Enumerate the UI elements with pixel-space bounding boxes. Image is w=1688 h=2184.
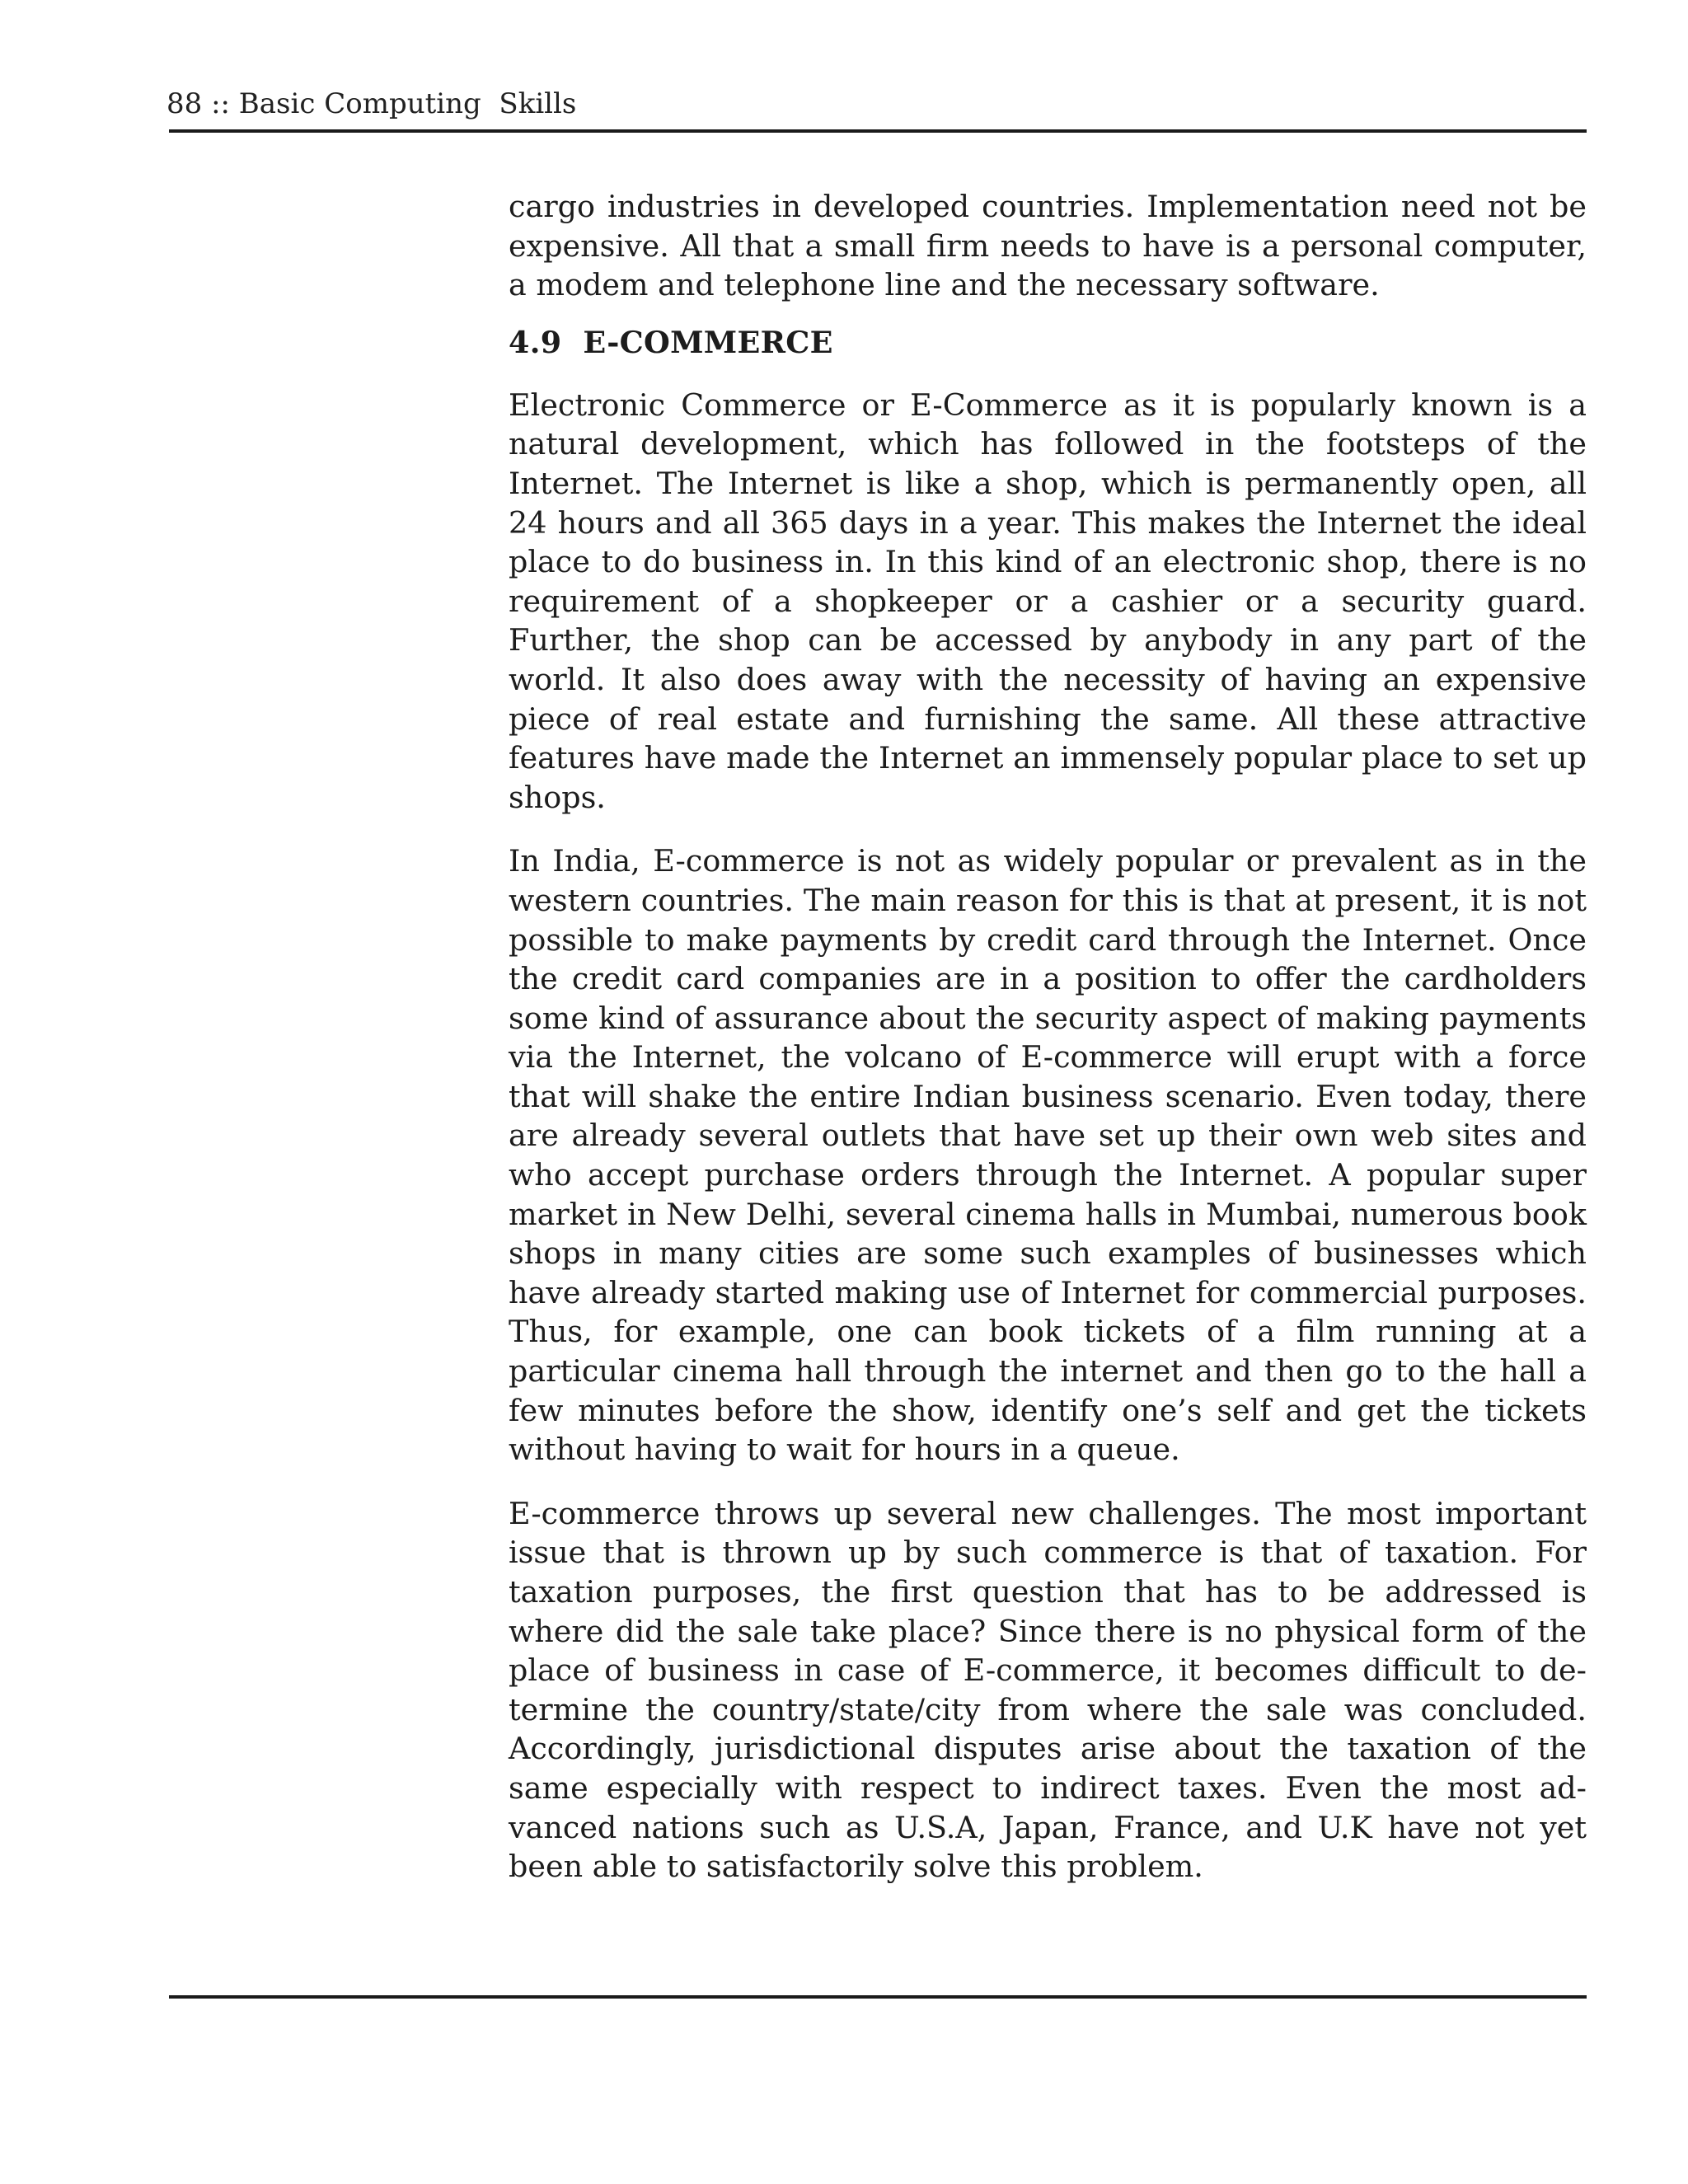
footer-rule: [169, 1995, 1587, 1999]
paragraph-challenges: E-commerce throws up several new challenges. The most important issue that is thrown up by such commerce is that of taxation. For taxation purposes, the first question that has to be addressed is where did the sale take place? Since there is no physical form of the place of business in case of E-commerce, it becomes difficult to determine the country/state/city from where the sale was concluded. Accordingly, jurisdictional disputes arise about the taxation of the same especially with respect to indirect taxes. Even the most advanced nations such as U.S.A, Japan, France, and U.K have not yet been able to satisfactorily solve this problem.: [509, 1495, 1587, 1885]
running-header: 88 :: Basic Computing Skills: [166, 87, 577, 120]
intro-paragraph: cargo industries in developed countries. Implementation need not be expensive. All that a small firm needs to have is a personal computer, a modem and telephone line and the necessary software.: [509, 189, 1587, 303]
paragraph-india: In India, E-commerce is not as widely popular or prevalent as in the western countries. The main reason for this is that at present, it is not possible to make payments by credit card through the Internet. Once the credit card companies are in a position to offer the cardholders some kind of assurance about the security aspect of making payments via the Internet, the volcano of E-commerce will erupt with a force that will shake the entire Indian business scenario. Even today, there are already several outlets that have set up their own web sites and who accept purchase orders through the Internet. A popular super market in New Delhi, several cinema halls in Mumbai, numerous book shops in many cities are some such examples of businesses which have already started making use of Internet for commercial purposes. Thus, for example, one can book tickets of a film running at a particular cinema hall through the internet and then go to the hall a few minutes before the show, identify one’s self and get the tickets without having to wait for hours in a queue.: [509, 843, 1587, 1468]
paragraph-ecommerce-intro: Electronic Commerce or E-Commerce as it is popularly known is a natural development, which has followed in the footsteps of the Internet. The Internet is like a shop, which is permanently open, all 24 hours and all 365 days in a year. This makes the Internet the ideal place to do business in. In this kind of an electronic shop, there is no requirement of a shopkeeper or a cashier or a security guard. Further, the shop can be accessed by anybody in any part of the world. It also does away with the necessity of having an expensive piece of real estate and furnishing the same. All these attractive features have made the Internet an immensely popular place to set up shops.: [509, 387, 1587, 815]
header-rule: [169, 129, 1587, 133]
section-heading: 4.9 E-COMMERCE: [509, 324, 833, 360]
body-column: [509, 187, 1587, 1911]
